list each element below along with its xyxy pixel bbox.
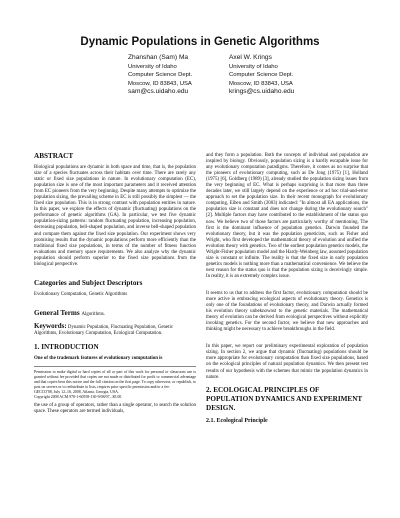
- author-affiliation: University of Idaho: [128, 63, 177, 70]
- author-affiliation: University of Idaho: [229, 63, 278, 70]
- author-location: Moscow, ID 83843, USA: [229, 80, 293, 87]
- section-2-heading: 2. ECOLOGICAL PRINCIPLES OF POPULATION DYNAMICS AND EXPERIMENT DESIGN.: [206, 385, 363, 412]
- author-block: [0, 54, 400, 109]
- intro-first-line: One of the trademark features of evolutionary computation is: [34, 355, 163, 361]
- intro-heading: 1. INTRODUCTION: [34, 342, 99, 351]
- conference-line: GECCO'08, July 12–16, 2008, Atlanta, Georgia, USA.: [34, 389, 119, 394]
- author-email[interactable]: krings@cs.uidaho.edu: [229, 88, 295, 96]
- author-2: [229, 54, 369, 97]
- general-terms: [34, 309, 196, 317]
- keywords-text: Dynamic Population, Fluctuating Population, Genetic Algorithms, Evolutionary Computation, Ecological Computation.: [34, 324, 174, 336]
- keywords: [34, 323, 196, 337]
- permission-notice: [34, 366, 196, 399]
- section-2-1-heading: 2.1. Ecological Principle: [206, 417, 268, 424]
- paper-title: Dynamic Populations in Genetic Algorithms: [80, 36, 320, 48]
- body-paragraph-3: In this paper, we report our preliminary experimental exploration of population sizing. In section 2, we argue that dynamic (fluctuating) populations should be more appropriate for evolutionary computation than fixed size populations, based on the ecological principles of natural population dynamics. We then present test results of our hypothesis with the schemes that mimic the population dynamics in nature.: [206, 344, 368, 380]
- author-dept: Computer Science Dept.: [229, 72, 294, 79]
- categories-text: Evolutionary Computation, Genetic Algorithms: [34, 291, 128, 297]
- left-column: [34, 152, 196, 421]
- right-column: [206, 153, 368, 427]
- copyright-line: Copyright 2008 ACM 978-1-60558-130-9/08/07...$5.00.: [34, 394, 123, 399]
- intro-continue: the use of a group of operators, rather than a single operator, to search the solution space. These operators are termed individuals,: [34, 403, 196, 415]
- keywords-heading: Keywords:: [34, 321, 67, 330]
- body-paragraph-2: It seems to us that to address the first factor, evolutionary computation should be more active in embracing ecological aspects of evolutionary theory. Genetics is only one of the foundations of evolutionary theory, and Darwin actually formed his evolution theory unbeknownst to the genetic materials. The mathematical theory of evolution can be derived from ecological perspectives without explicitly invoking genetics. For the second factor, we believe that new approaches and thinking might be necessary to achieve breakthroughs in the field.: [206, 290, 368, 333]
- categories-heading: Categories and Subject Descriptors: [34, 278, 143, 287]
- author-name: Axel W. Krings: [229, 54, 272, 61]
- author-location: Moscow, ID 83843, USA: [128, 80, 192, 87]
- body-paragraph-1: and they form a population. Both the concepts of individual and population are inspired by biology. Obviously, population sizing is a hardly escapable issue for any evolutionary computation paradigms. Therefore, it comes as no surprise that the pioneers of evolutionary computing, such as De Jong (1975) [1], Holland (1975) [6], Goldberg (1989) [3], already studied the population sizing issues from the very beginning of EC. What is perhaps surprising is that more than three decades later, we still largely depend on the experience or ad hoc trial-and-error approach to set the population size. In their recent monograph for evolutionary computing, Eiben and Smith (2003) indicated: "In almost all EA applications, the population size is constant and does not change during the evolutionary search" [2]. Multiple factors may have contributed to the establishment of the status quo now. We believe two of those factors are particularly worthy of mentioning. The first is the dominant influence of population genetics. Darwin founded the evolutionary theory, but it was the population geneticists, such as Fisher and Wright, who first developed the mathematical theory of evolution and unified the evolution theory with genetics. Two of the earliest population genetics models, the Wright-Fisher population model and the Hardy-Weinberg law, assumed population size is constant or infinite. The reality is that the fixed size in early population genetics models is nothing more than a mathematical convenience. We believe the next reason for the status quo is that the population sizing is deceivingly simple. In reality, it is an extremely complex issue.: [206, 153, 368, 279]
- abstract-heading: ABSTRACT: [34, 152, 74, 160]
- author-name: Zhanshan (Sam) Ma: [128, 54, 189, 61]
- author-email[interactable]: sam@cs.uidaho.edu: [128, 88, 189, 96]
- author-dept: Computer Science Dept.: [128, 72, 193, 79]
- general-terms-text: Algorithms.: [81, 311, 106, 317]
- permission-text: Permission to make digital or hard copies of all or part of this work for personal or classroom use is granted without fee provided that copies are not made or distributed for profit or commercial advantage and that copies bear this notice and the full citation on the first page. To copy otherwise, or republish, to post on servers or to redistribute to lists, requires prior specific permission and/or a fee.: [34, 369, 196, 389]
- abstract-text: Biological populations are dynamic in both space and time, that is, the population size of a species fluctuates across their habitats over time. There are rarely any static or fixed size populations in nature. In evolutionary computation (EC), population size is one of the most important parameters and it received attention from EC pioneers from the very beginning. Despite many attempts to optimize the population sizing, the prevailing scheme in EC is still possibly the simplest — the fixed size population. This is in strong contrast with population entities in nature. In this paper, we explore the effects of dynamic (fluctuating) populations on the performance of genetic algorithms (GA). In particular, we test five dynamic population-sizing patterns: random fluctuating population, increasing population, decreasing population, bell-shaped population, and inverse bell-shaped population and compare them against the fixed size population. Our experiment shows very promising results that the dynamic populations perform more efficiently than the traditional fixed size populations, in terms of the number of fitness function evaluations and memory space requirements. We also analyze why the dynamic population should perform superior to the fixed size populations from the biological perspective.: [34, 165, 196, 267]
- general-terms-heading: General Terms: [34, 308, 80, 317]
